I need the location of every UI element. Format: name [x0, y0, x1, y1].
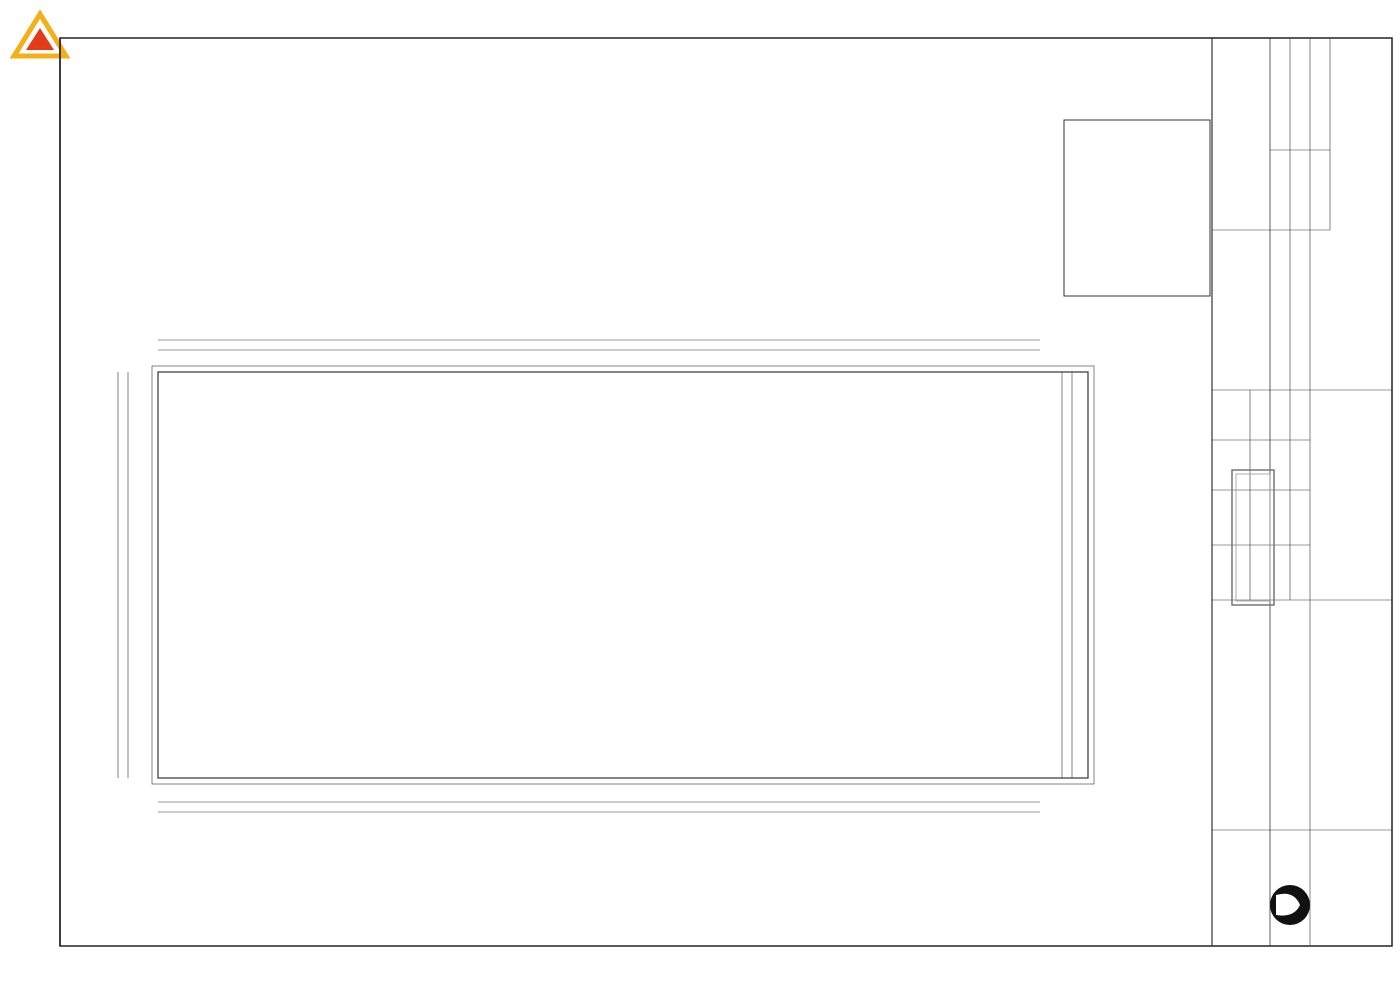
rain-drainage-plan — [118, 340, 1094, 812]
title-block — [1212, 38, 1392, 946]
materials-table — [1064, 120, 1210, 296]
institute-logo-icon — [1270, 885, 1310, 925]
sheet-border — [60, 38, 1392, 946]
